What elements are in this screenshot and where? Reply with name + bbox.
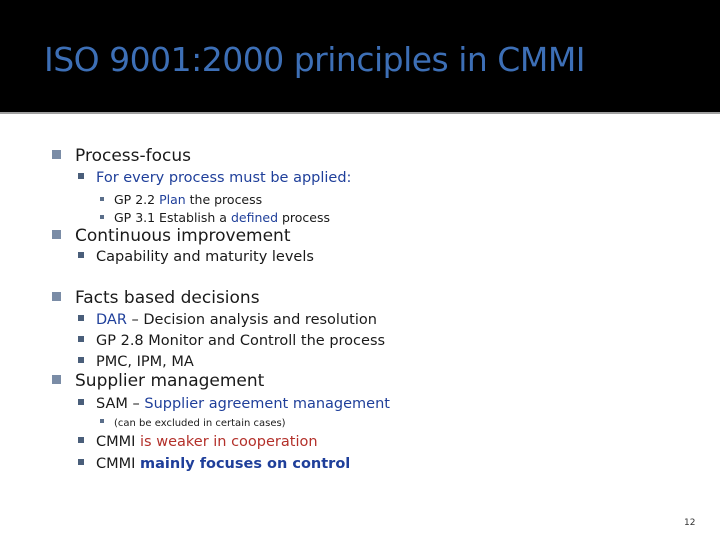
square-bullet-icon <box>52 375 61 384</box>
text-part: CMMI <box>96 456 141 472</box>
slide-title: ISO 9001:2000 principles in CMMI <box>44 40 586 79</box>
page-number: 12 <box>684 518 696 528</box>
sub-bullet-cmmi-control <box>78 456 350 472</box>
text-part: CMMI <box>96 434 141 450</box>
highlight-text: Supplier agreement management <box>144 396 390 412</box>
sub-bullet-sam <box>78 396 390 412</box>
highlight-text: mainly focuses on control <box>140 456 351 472</box>
text-part: GP 2.2 <box>114 192 160 207</box>
sub-sub-bullet-gp22 <box>100 192 262 207</box>
sub-bullet-pmc <box>78 354 194 370</box>
bullet-facts-based <box>52 288 260 308</box>
sub-bullet-label: Capability and maturity levels <box>96 249 314 265</box>
square-bullet-icon <box>52 150 61 159</box>
square-bullet-icon <box>78 315 84 321</box>
highlight-text: defined <box>230 210 278 225</box>
title-bar <box>0 0 720 112</box>
bullet-label: Facts based decisions <box>75 288 260 308</box>
title-divider <box>0 112 720 114</box>
sub-bullet-cmmi-weaker <box>78 434 318 450</box>
sub-bullet-capability <box>78 249 314 265</box>
text-part: – <box>127 396 145 412</box>
sub-bullet-label: PMC, IPM, MA <box>96 354 194 370</box>
square-bullet-icon <box>100 215 104 219</box>
text-part: process <box>278 210 331 225</box>
square-bullet-icon <box>78 399 84 405</box>
highlight-text: is weaker in cooperation <box>140 434 318 450</box>
text-part: GP 3.1 Establish a <box>114 210 231 225</box>
bullet-label: Continuous improvement <box>75 226 291 246</box>
sub-sub-bullet-note <box>100 418 286 429</box>
sub-bullet-gp28 <box>78 333 385 349</box>
square-bullet-icon <box>78 336 84 342</box>
sub-bullet-every-process <box>78 170 351 186</box>
bullet-continuous-improvement <box>52 226 291 246</box>
square-bullet-icon <box>52 230 61 239</box>
abbr-text: SAM <box>96 396 128 412</box>
square-bullet-icon <box>78 252 84 258</box>
bullet-process-focus <box>52 146 191 166</box>
square-bullet-icon <box>52 292 61 301</box>
bullet-supplier-management <box>52 371 264 391</box>
square-bullet-icon <box>78 437 84 443</box>
bullet-label: Supplier management <box>75 371 265 391</box>
sub-bullet-dar <box>78 312 377 328</box>
square-bullet-icon <box>78 173 84 179</box>
highlight-text: Plan <box>159 192 186 207</box>
sub-bullet-label: For every process must be applied: <box>96 170 352 186</box>
text-part: the process <box>185 192 263 207</box>
square-bullet-icon <box>100 197 104 201</box>
square-bullet-icon <box>78 357 84 363</box>
square-bullet-icon <box>78 459 84 465</box>
bullet-label: Process-focus <box>75 146 191 166</box>
square-bullet-icon <box>100 419 104 423</box>
text-part: – Decision analysis and resolution <box>126 312 377 328</box>
sub-sub-bullet-gp31 <box>100 210 330 225</box>
sub-bullet-label: GP 2.8 Monitor and Controll the process <box>96 333 386 349</box>
abbr-text: DAR <box>96 312 127 328</box>
note-label: (can be excluded in certain cases) <box>114 418 286 429</box>
